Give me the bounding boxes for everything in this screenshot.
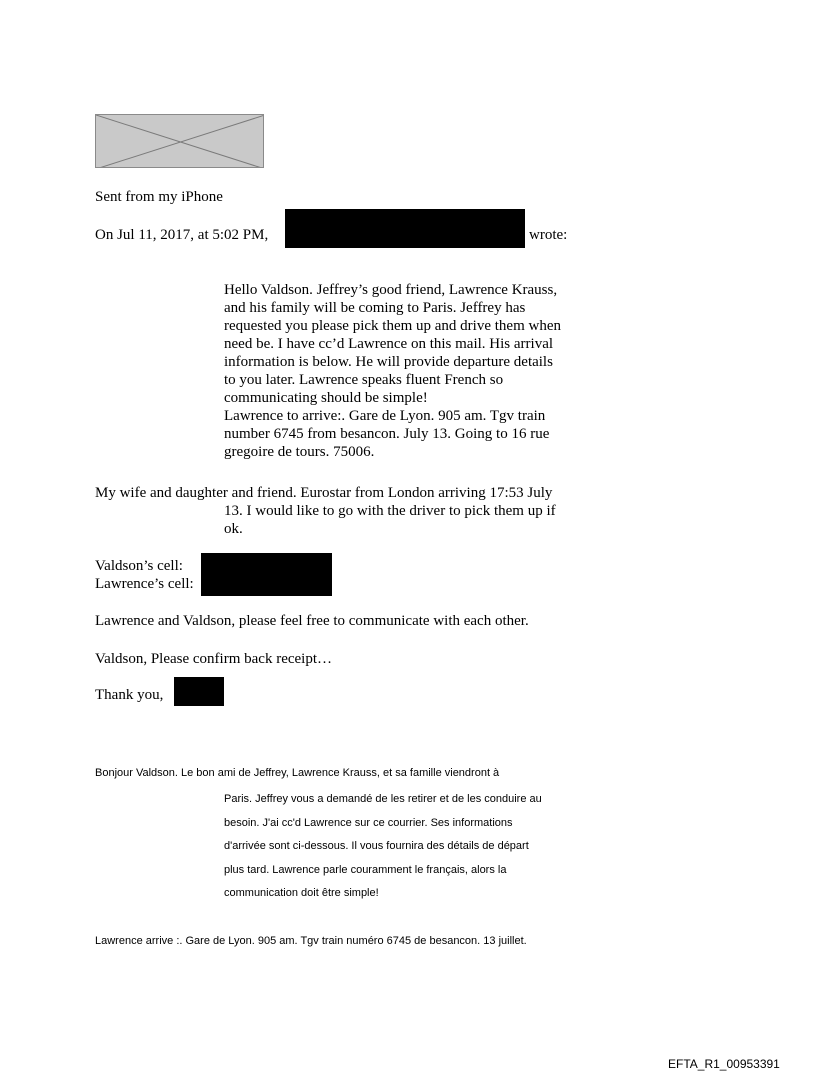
translation-line: Paris. Jeffrey vous a demandé de les retirer et de les conduire au — [224, 793, 542, 805]
translation-line: communication doit être simple! — [224, 887, 379, 900]
redacted-phone-numbers — [201, 553, 332, 596]
translation-paragraph — [224, 788, 542, 906]
image-cross-icon — [96, 115, 264, 168]
quoted-line: Hello Valdson. Jeffrey’s good friend, Lawrence Krauss, — [224, 282, 558, 298]
wife-line-1: My wife and daughter and friend. Eurostar from London arriving 17:53 July — [95, 485, 553, 501]
wife-line-3: ok. — [224, 521, 243, 537]
translation-line: besoin. J'ai cc'd Lawrence sur ce courrier. Ses informations — [224, 816, 513, 829]
redacted-signature-name — [174, 677, 224, 706]
quoted-message-body — [224, 281, 561, 461]
translation-arrival-line: Lawrence arrive :. Gare de Lyon. 905 am. Tgv train numéro 6745 de besancon. 13 juillet. — [95, 935, 527, 947]
quoted-line: and his family will be coming to Paris. Jeffrey has — [224, 300, 526, 316]
valdson-cell-label: Valdson’s cell: — [95, 558, 183, 574]
quoted-line: to you later. Lawrence speaks fluent French so — [224, 372, 504, 388]
quoted-line: Lawrence to arrive:. Gare de Lyon. 905 am. Tgv train — [224, 408, 546, 424]
quoted-line: need be. I have cc’d Lawrence on this mail. His arrival — [224, 336, 554, 352]
translation-line: plus tard. Lawrence parle couramment le français, alors la — [224, 863, 507, 876]
quoted-line: requested you please pick them up and drive them when — [224, 318, 561, 334]
confirm-line: Valdson, Please confirm back receipt… — [95, 651, 333, 667]
communicate-line: Lawrence and Valdson, please feel free to communicate with each other. — [95, 613, 529, 629]
broken-image-placeholder — [95, 114, 264, 168]
quoted-line: gregoire de tours. 75006. — [224, 444, 375, 460]
translation-first-line: Bonjour Valdson. Le bon ami de Jeffrey, Lawrence Krauss, et sa famille viendront à — [95, 767, 500, 779]
wife-line-2: 13. I would like to go with the driver to pick them up if — [224, 503, 556, 519]
redacted-sender-block — [285, 209, 525, 248]
sent-from-line: Sent from my iPhone — [95, 189, 223, 205]
bates-number: EFTA_R1_00953391 — [668, 1057, 780, 1071]
quote-header-prefix: On Jul 11, 2017, at 5:02 PM, — [95, 227, 269, 243]
quoted-line: information is below. He will provide departure details — [224, 354, 553, 370]
quoted-line: communicating should be simple! — [224, 390, 428, 406]
thank-you-line: Thank you, — [95, 687, 164, 703]
translation-line: d'arrivée sont ci-dessous. Il vous fournira des détails de départ — [224, 840, 529, 853]
quoted-line: number 6745 from besancon. July 13. Going to 16 rue — [224, 426, 550, 442]
lawrence-cell-label: Lawrence’s cell: — [95, 576, 194, 592]
quote-header-suffix: wrote: — [529, 227, 568, 243]
